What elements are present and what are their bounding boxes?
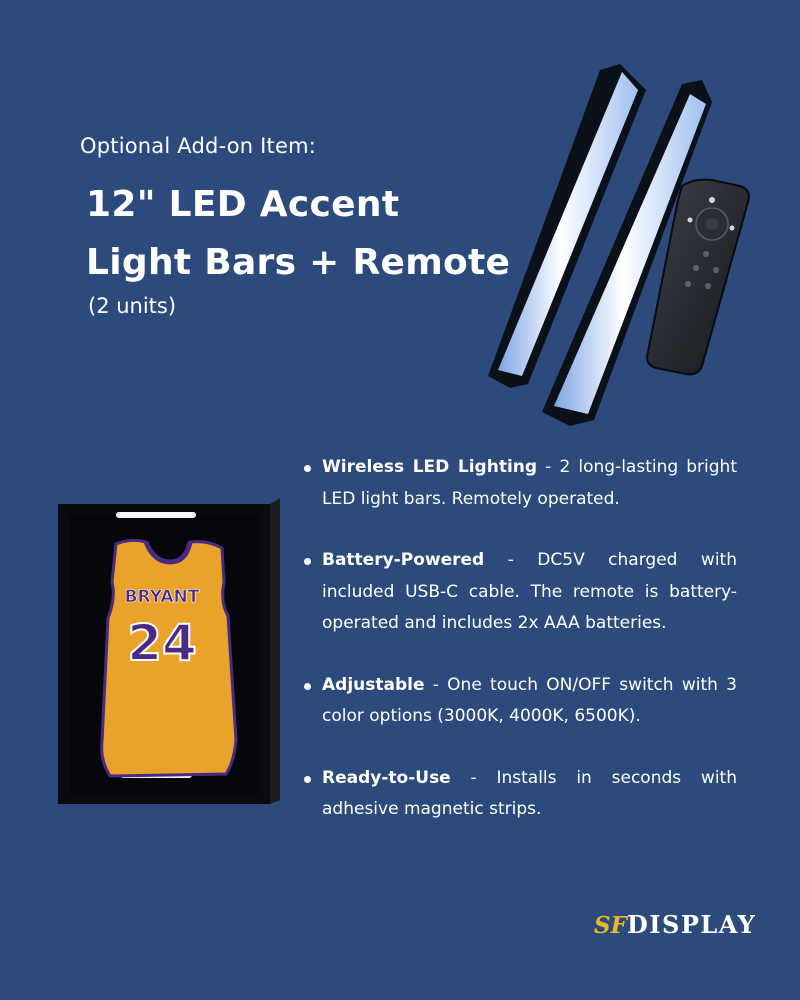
eyebrow-label: Optional Add-on Item: — [80, 134, 316, 158]
feature-item — [302, 452, 737, 515]
feature-title: Ready-to-Use — [322, 767, 451, 788]
bullet-icon — [304, 683, 311, 690]
feature-title: Battery-Powered — [322, 550, 485, 570]
feature-list — [302, 452, 737, 856]
jersey-display-case-image — [50, 490, 290, 820]
feature-text: Installs in seconds with adhesive magnetic strips. — [322, 767, 737, 819]
feature-separator: - — [450, 767, 497, 788]
jersey-name: BRYANT — [124, 587, 200, 607]
unit-count: (2 units) — [88, 294, 177, 318]
feature-item — [302, 670, 737, 733]
page-title — [86, 176, 510, 292]
title-line-2: Light Bars + Remote — [86, 242, 511, 283]
bullet-icon — [304, 558, 311, 565]
feature-text: DC5V charged with included USB-C cable. The remote is battery-operated and includes 2x AAA batteries. — [322, 550, 737, 633]
feature-title: Adjustable — [322, 674, 425, 695]
brand-name: DISPLAY — [626, 910, 757, 939]
feature-item — [302, 763, 737, 826]
bullet-icon — [304, 776, 311, 783]
feature-separator: - — [424, 674, 448, 695]
brand-logo — [594, 910, 756, 939]
feature-separator: - — [484, 550, 538, 570]
led-bars-remote-image — [450, 50, 770, 450]
brand-prefix: SF — [594, 912, 627, 939]
feature-text: 2 long-lasting bright LED light bars. Remotely operated. — [322, 457, 737, 509]
title-line-1: 12" LED Accent — [86, 184, 400, 225]
feature-separator: - — [537, 457, 560, 477]
jersey — [102, 540, 236, 776]
feature-text: One touch ON/OFF switch with 3 color options (3000K, 4000K, 6500K). — [322, 674, 737, 726]
feature-item — [302, 545, 737, 640]
bullet-icon — [304, 465, 311, 472]
feature-title: Wireless LED Lighting — [322, 457, 538, 477]
top-light-bar — [116, 512, 196, 518]
jersey-number: 24 — [127, 614, 197, 672]
